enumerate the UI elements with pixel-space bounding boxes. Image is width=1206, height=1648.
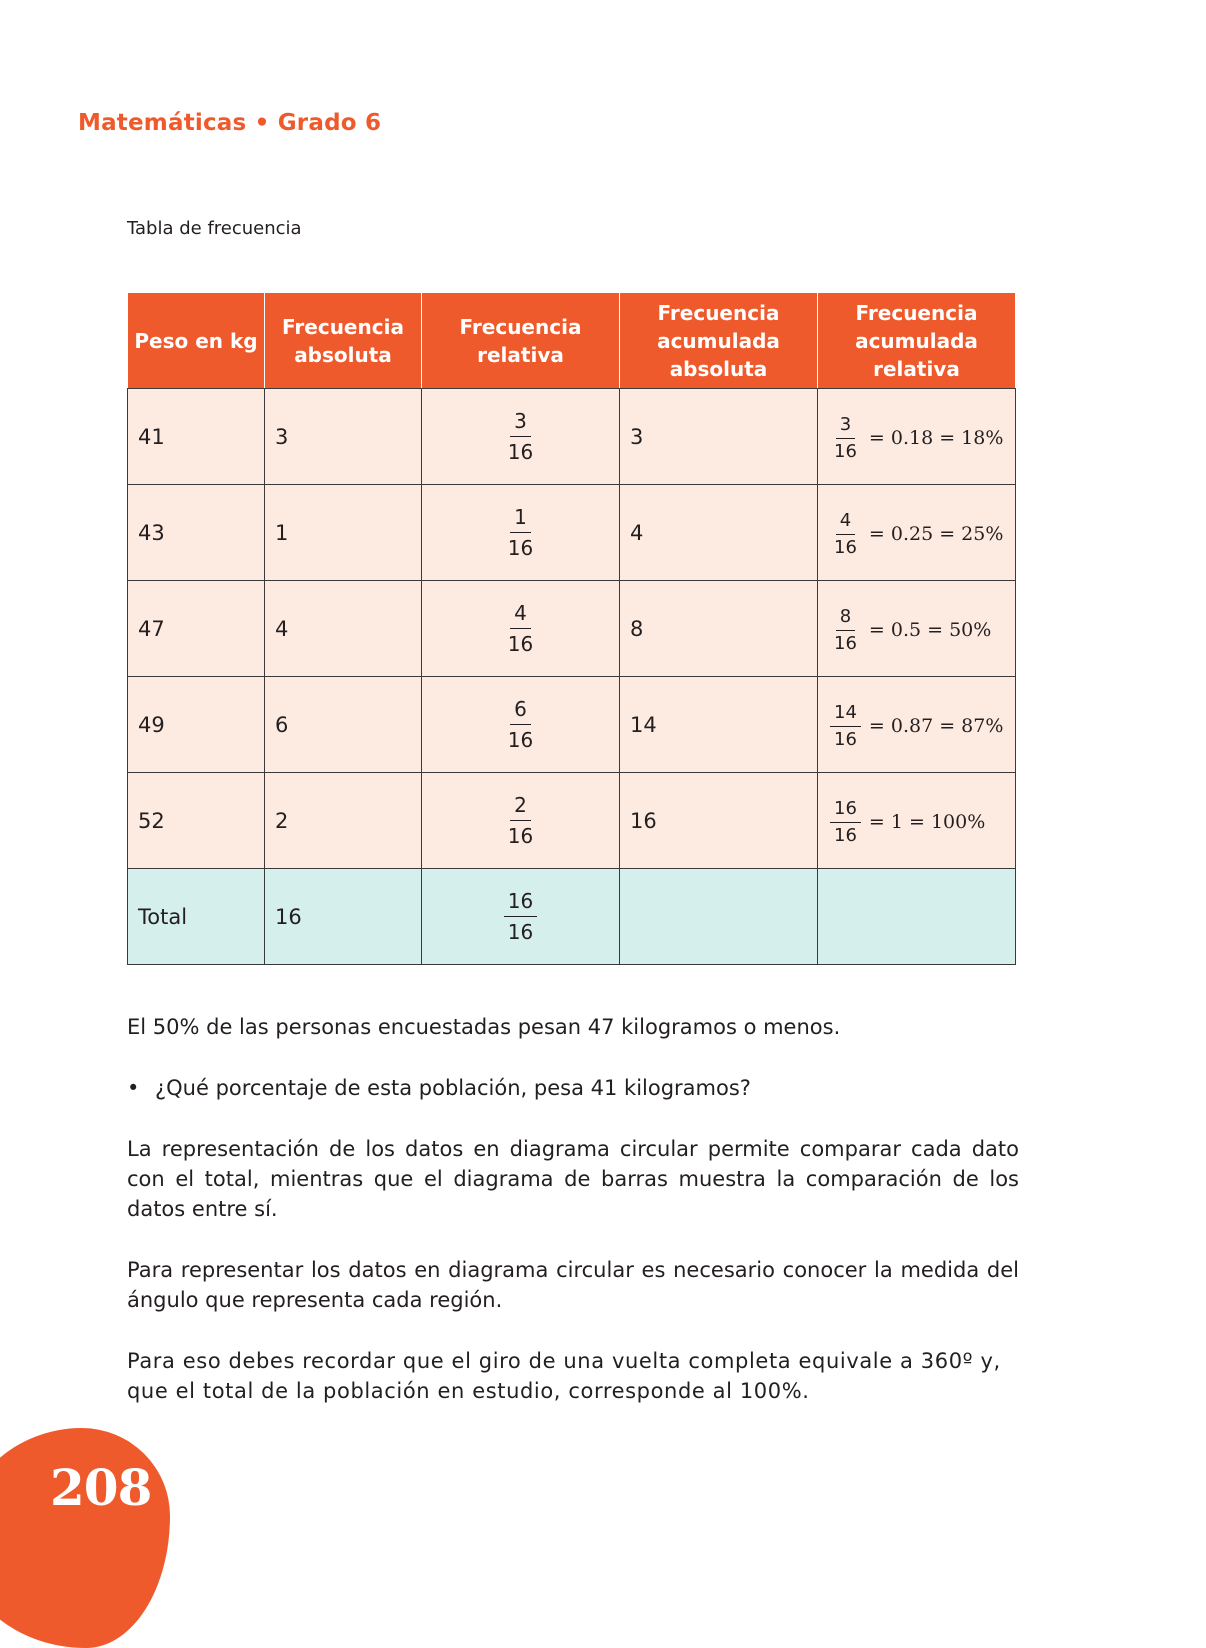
equivalence-text: = 1 = 100% [868,811,986,833]
cell-rel [422,677,620,773]
paragraph-diagrama-circular: Para representar los datos en diagrama circular es necesario conocer la medida del ángulo que representa cada región. [127,1258,1019,1312]
table-row [128,485,1016,581]
fraction-denominator: 16 [507,728,534,752]
fraction [504,600,537,657]
equivalence-text: = 0.18 = 18% [868,427,1004,449]
fraction-numerator: 1 [510,504,531,533]
header-frecuencia-acumulada-absoluta: Frecuencia acumulada absoluta [620,293,818,389]
fraction [830,414,861,463]
fraction-numerator: 6 [510,696,531,725]
fraction-denominator: 16 [834,536,857,558]
fraction-numerator: 14 [830,702,861,727]
cell-abs: 2 [265,773,422,869]
equivalence-text: = 0.5 = 50% [868,619,992,641]
cell-abs: 3 [265,389,422,485]
fraction-numerator: 8 [836,606,855,631]
fraction-numerator: 4 [836,510,855,535]
paragraph-representacion: La representación de los datos en diagrama circular permite comparar cada dato con el total, mientras que el diagrama de barras muestra la comparación de los datos entre sí. [127,1137,1019,1221]
fraction [504,408,537,465]
fraction-denominator: 16 [507,824,534,848]
cell-abs: 1 [265,485,422,581]
cell-rel [422,485,620,581]
cell-total-empty [620,869,818,965]
table-row [128,389,1016,485]
paragraph-summary: El 50% de las personas encuestadas pesan 47 kilogramos o menos. [127,1015,841,1039]
cell-rel [422,773,620,869]
fraction [830,606,861,655]
cell-total-rel [422,869,620,965]
fraction-denominator: 16 [834,824,857,846]
fraction [504,888,537,945]
cell-total-empty [818,869,1016,965]
fraction [830,510,861,559]
fraction-denominator: 16 [507,440,534,464]
cell-peso: 47 [128,581,265,677]
cell-acum-rel [818,773,1016,869]
fraction-denominator: 16 [834,440,857,462]
fraction [504,696,537,753]
fraction [830,702,861,751]
equivalence-text: = 0.25 = 25% [868,523,1004,545]
cell-total-label: Total [128,869,265,965]
fraction-numerator: 3 [510,408,531,437]
fraction [830,798,861,847]
table-row [128,677,1016,773]
header-frecuencia-acumulada-relativa: Frecuencia acumulada relativa [818,293,1016,389]
fraction-denominator: 16 [834,632,857,654]
table-row [128,773,1016,869]
fraction-numerator: 2 [510,792,531,821]
cell-peso: 49 [128,677,265,773]
page-header-title: Matemáticas • Grado 6 [78,110,382,136]
cell-rel [422,389,620,485]
cell-acum-rel [818,581,1016,677]
cell-acum-abs: 14 [620,677,818,773]
page-number: 208 [50,1458,152,1517]
frequency-table [127,292,1016,965]
table-header-row [128,293,1016,389]
cell-total-abs: 16 [265,869,422,965]
fraction-numerator: 3 [836,414,855,439]
cell-peso: 43 [128,485,265,581]
fraction-denominator: 16 [507,632,534,656]
fraction-denominator: 16 [507,920,534,944]
cell-acum-abs: 4 [620,485,818,581]
cell-peso: 52 [128,773,265,869]
cell-acum-rel [818,389,1016,485]
cell-acum-rel [818,485,1016,581]
fraction-numerator: 16 [830,798,861,823]
cell-acum-abs: 8 [620,581,818,677]
cell-acum-rel [818,677,1016,773]
fraction-denominator: 16 [507,536,534,560]
cell-rel [422,581,620,677]
header-frecuencia-absoluta: Frecuencia absoluta [265,293,422,389]
cell-acum-abs: 16 [620,773,818,869]
bullet-dot: • [127,1076,140,1100]
fraction-numerator: 4 [510,600,531,629]
cell-acum-abs: 3 [620,389,818,485]
header-peso: Peso en kg [128,293,265,389]
fraction [504,792,537,849]
cell-abs: 4 [265,581,422,677]
paragraph-vuelta-completa: Para eso debes recordar que el giro de una vuelta completa equivale a 360º y, que el total de la población en estudio, corresponde al 100%. [127,1349,1001,1403]
fraction [504,504,537,561]
bullet-question: ¿Qué porcentaje de esta población, pesa 41 kilogramos? [155,1076,751,1100]
table-row [128,581,1016,677]
fraction-numerator: 16 [504,888,537,917]
table-total-row [128,869,1016,965]
table-caption: Tabla de frecuencia [127,218,302,239]
fraction-denominator: 16 [834,728,857,750]
cell-peso: 41 [128,389,265,485]
header-frecuencia-relativa: Frecuencia relativa [422,293,620,389]
equivalence-text: = 0.87 = 87% [868,715,1004,737]
cell-abs: 6 [265,677,422,773]
